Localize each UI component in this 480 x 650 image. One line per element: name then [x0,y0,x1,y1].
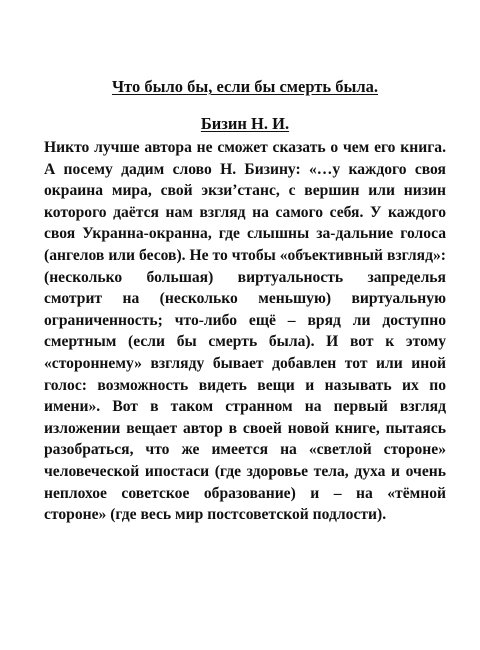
document-author: Бизин Н. И. [200,114,290,133]
document-title: Что было бы, если бы смерть была. [111,77,379,96]
document-body-paragraph: Никто лучше автора не сможет сказать о чем его книга. А посему дадим слово Н. Бизину: «…у каждого своя окраина мира, свой экзи’станс, с вершин или низин которого даётся нам взгляд на самого себя. У каждого своя Укранна-окранна, где слышны за-дальние голоса (ангелов или бесов). Не то чтобы «объективный взгляд»: (несколько большая) виртуальность запределья смотрит на (несколько меньшую) виртуальную ограниченность; что-либо ещё – вряд ли доступно смертным (если бы смерть была). И вот к этому «стороннему» взгляду бывает добавлен тот или иной голос: возможность видеть вещи и называть их по имени». Вот в таком странном на первый взгляд изложении вещает автор в своей новой книге, пытаясь разобраться, что же имеется на «светлой стороне» человеческой ипостаси (где здоровье тела, духа и очень неплохое советское образование) и – на «тёмной стороне» (где весь мир постсоветской подлости). [44,139,446,524]
document-page [44,76,446,526]
